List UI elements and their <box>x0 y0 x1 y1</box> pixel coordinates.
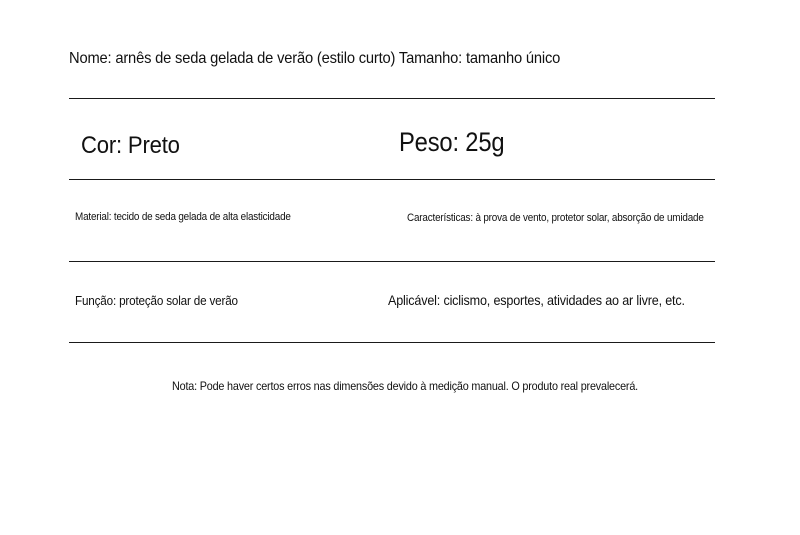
divider <box>69 179 715 180</box>
divider <box>69 98 715 99</box>
measurement-note: Nota: Pode haver certos erros nas dimensões devido à medição manual. O produto real prevalecerá. <box>172 379 638 393</box>
divider <box>69 261 715 262</box>
product-features: Características: à prova de vento, protetor solar, absorção de umidade <box>407 212 704 224</box>
product-application: Aplicável: ciclismo, esportes, atividades ao ar livre, etc. <box>388 292 685 308</box>
product-color: Cor: Preto <box>81 132 180 159</box>
product-function: Função: proteção solar de verão <box>75 293 238 308</box>
product-name-size: Nome: arnês de seda gelada de verão (estilo curto) Tamanho: tamanho único <box>69 50 561 67</box>
divider <box>69 342 715 343</box>
product-weight: Peso: 25g <box>399 127 505 157</box>
product-material: Material: tecido de seda gelada de alta elasticidade <box>75 211 291 223</box>
